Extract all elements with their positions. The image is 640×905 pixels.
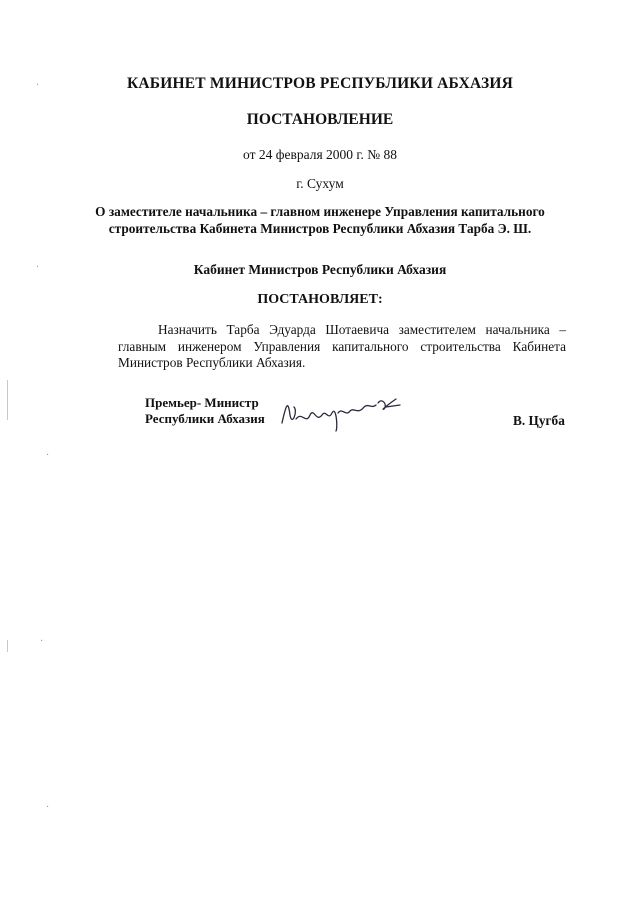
government-heading: КАБИНЕТ МИНИСТРОВ РЕСПУБЛИКИ АБХАЗИЯ [126,75,514,92]
issuer-line: Кабинет Министров Республики Абхазия [193,262,447,277]
signatory-title [145,395,265,427]
scan-edge-mark [7,640,8,652]
scan-speck: · [36,80,40,91]
signatory-title-line-1: Премьер- Министр [145,395,259,410]
city-line: г. Сухум [296,176,344,191]
handwritten-signature-icon [276,385,406,435]
subject-line-1: О заместителе начальника – главном инженере Управления капитального [95,204,545,219]
signatory-name: В. Цугба [513,413,565,428]
scan-speck: · [46,450,50,461]
decrees-line: ПОСТАНОВЛЯЕТ: [257,292,383,307]
resolution-body: Назначить Тарба Эдуарда Шотаевича заместителем начальника – главным инженером Управления капитального строительства Кабинета Министров Республики Абхазия. [118,322,566,370]
document-type-title: ПОСТАНОВЛЕНИЕ [246,111,394,128]
signatory-title-line-2: Республики Абхазия [145,411,265,426]
scan-edge-mark [7,380,8,420]
subject-line-2: строительства Кабинета Министров Республики Абхазия Тарба Э. Ш. [108,221,532,236]
scan-speck: · [40,636,44,647]
scan-speck: · [36,262,40,273]
subject-heading [0,203,640,237]
scan-speck: · [46,802,50,813]
date-and-number: от 24 февраля 2000 г. № 88 [243,147,397,162]
